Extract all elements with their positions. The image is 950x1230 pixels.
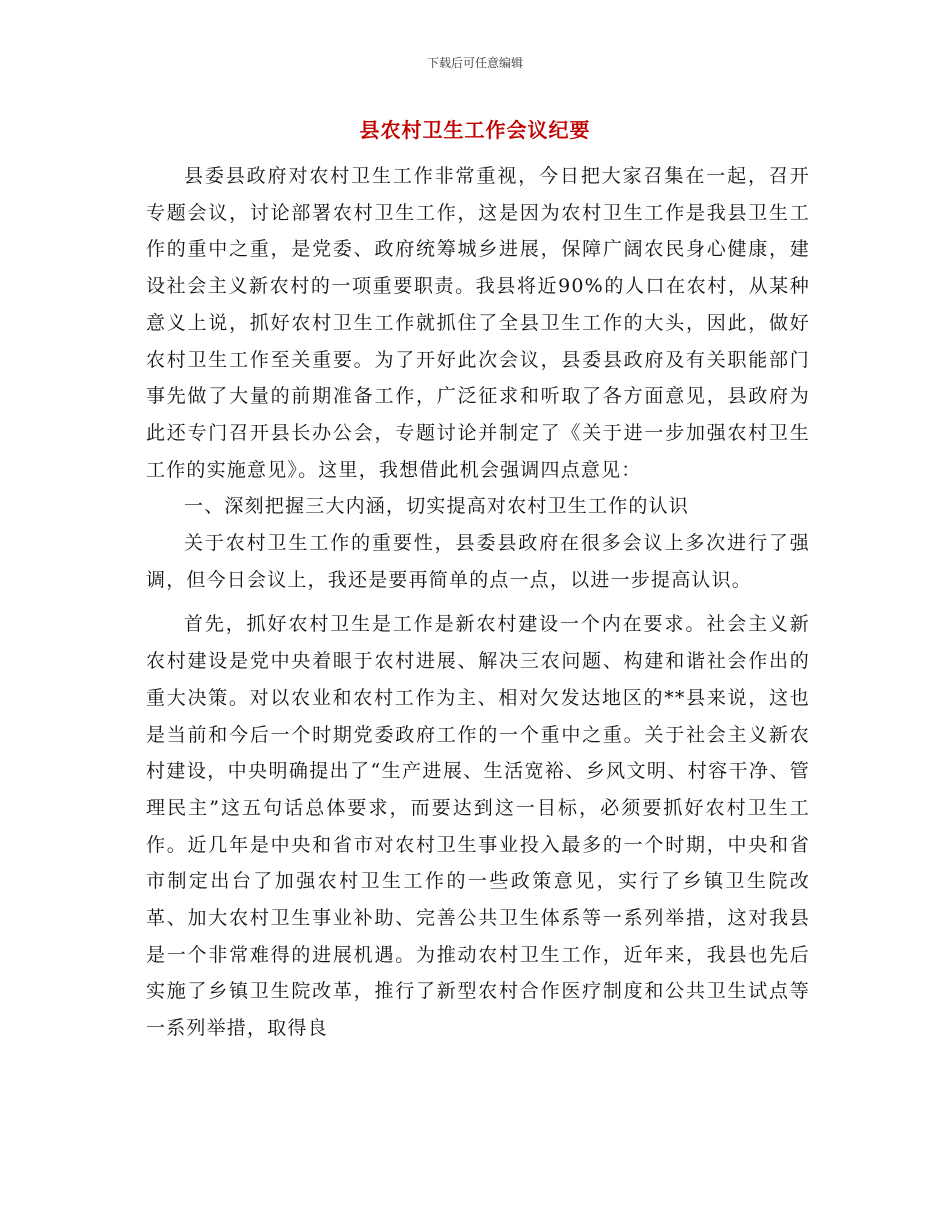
paragraph-intro: 县委县政府对农村卫生工作非常重视，今日把大家召集在一起，召开专题会议，讨论部署农村卫生工作，这是因为农村卫生工作是我县卫生工作的重中之重，是党委、政府统筹城乡进展，保障广阔农民身心健康，建设社会主义新农村的一项重要职责。我县将近90%的人口在农村，从某种意义上说，抓好农村卫生工作就抓住了全县卫生工作的大头，因此，做好农村卫生工作至关重要。为了开好此次会议，县委县政府及有关职能部门事先做了大量的前期准备工作，广泛征求和听取了各方面意见，县政府为此还专门召开县长办公会，专题讨论并制定了《关于进一步加强农村卫生工作的实施意见》。这里，我想借此机会强调四点意见： [146, 165, 810, 481]
page-header-note: 下载后可任意编辑 [426, 56, 523, 70]
section-heading-1: 一、深刻把握三大内涵，切实提高对农村卫生工作的认识 [184, 495, 690, 518]
document-title: 县农村卫生工作会议纪要 [359, 118, 591, 142]
paragraph-importance: 关于农村卫生工作的重要性，县委县政府在很多会议上多次进行了强调，但今日会议上，我还是要再简单的点一点，以进一步提高认识。 [146, 532, 810, 591]
document-body [146, 158, 810, 1047]
paragraph-first-point: 首先，抓好农村卫生是工作是新农村建设一个内在要求。社会主义新农村建设是党中央着眼于农村进展、解决三农问题、构建和谐社会作出的重大决策。对以农业和农村工作为主、相对欠发达地区的**县来说，这也是当前和今后一个时期党委政府工作的一个重中之重。关于社会主义新农村建设，中央明确提出了“生产进展、生活宽裕、乡风文明、村容干净、管理民主”这五句话总体要求，而要达到这一目标，必须要抓好农村卫生工作。近几年是中央和省市对农村卫生事业投入最多的一个时期，中央和省市制定出台了加强农村卫生工作的一些政策意见，实行了乡镇卫生院改革、加大农村卫生事业补助、完善公共卫生体系等一系列举措，这对我县是一个非常难得的进展机遇。为推动农村卫生工作，近年来，我县也先后实施了乡镇卫生院改革，推行了新型农村合作医疗制度和公共卫生试点等一系列举措，取得良 [146, 613, 810, 1040]
